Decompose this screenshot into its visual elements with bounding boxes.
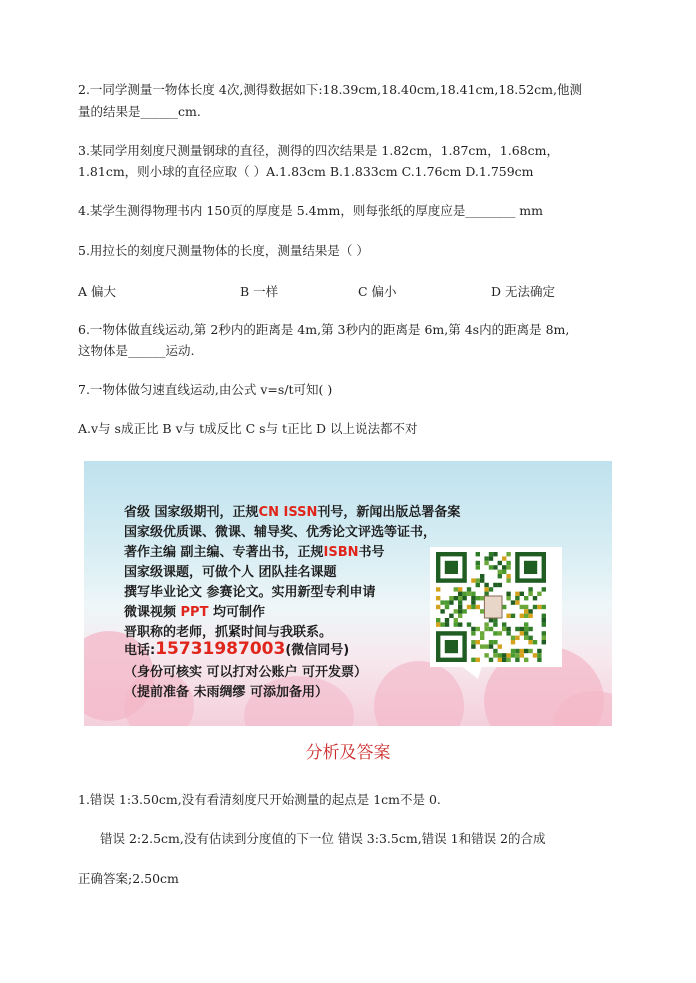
question-5-option-c: C 偏小 [358, 284, 397, 299]
qr-code-bubble [430, 547, 562, 667]
banner-phone-line: 电话:15731987003(微信同号) [124, 639, 350, 659]
question-5-option-d: D 无法确定 [491, 284, 555, 299]
answer-1-line-3: 正确答案;2.50cm [78, 871, 179, 886]
banner-line-2: 国家级优质课、微课、辅导奖、优秀论文评选等证书， [124, 525, 437, 540]
question-5-option-a: A 偏大 [78, 284, 117, 299]
banner-line-7: 晋职称的老师，抓紧时间与我联系。 [124, 625, 333, 640]
banner-line-5: 撰写毕业论文 参赛论文。实用新型专利申请 [124, 585, 376, 600]
bubble-tail [460, 665, 482, 679]
answers-heading: 分析及答案 [305, 743, 391, 763]
banner-line-6: 微课视频 PPT 均可制作 [124, 605, 265, 620]
banner-line-10: （提前准备 未雨绸缪 可添加备用） [124, 685, 329, 700]
answer-1-line-2: 错误 2:2.5cm,没有估读到分度值的下一位 错误 3:3.5cm,错误 1和错误 2的合成 [100, 831, 546, 846]
petal-decoration [374, 661, 464, 726]
answer-1-line-1: 1.错误 1:3.50cm,没有看清刻度尺开始测量的起点是 1cm不是 0. [78, 792, 441, 807]
question-4: 4.某学生测得物理书内 150页的厚度是 5.4mm，则每张纸的厚度应是________ mm [78, 203, 543, 218]
question-3-line-1: 3.某同学用刻度尺测量钢球的直径，测得的四次结果是 1.82cm，1.87cm，1.68cm， [78, 143, 559, 158]
banner-line-3: 著作主编 副主编、专著出书，正规ISBN书号 [124, 545, 385, 560]
question-6-line-1: 6.一物体做直线运动,第 2秒内的距离是 4m,第 3秒内的距离是 6m,第 4s内的距离是 8m, [78, 322, 570, 337]
question-2-line-1: 2.一同学测量一物体长度 4次,测得数据如下:18.39cm,18.40cm,18.41cm,18.52cm,他测 [78, 82, 582, 97]
phone-number: 15731987003 [155, 639, 286, 659]
advertisement-banner [84, 461, 612, 726]
qr-code-icon [436, 552, 556, 662]
question-2-line-2: 量的结果是______cm. [78, 104, 201, 119]
question-7-options: A.v与 s成正比 B v与 t成反比 C s与 t正比 D 以上说法都不对 [78, 421, 418, 436]
question-5-option-b: B 一样 [240, 284, 279, 299]
question-7: 7.一物体做匀速直线运动,由公式 v=s/t可知( ) [78, 382, 333, 397]
question-5: 5.用拉长的刻度尺测量物体的长度，测量结果是（ ） [78, 243, 369, 258]
banner-line-9: （身份可核实 可以打对公账户 可开发票） [124, 665, 368, 680]
banner-line-4: 国家级课题，可做个人 团队挂名课题 [124, 565, 337, 580]
question-3-line-2: 1.81cm，则小球的直径应取（ ）A.1.83cm B.1.833cm C.1.76cm D.1.759cm [78, 164, 534, 179]
question-6-line-2: 这物体是______运动. [78, 343, 195, 358]
banner-line-1: 省级 国家级期刊，正规CN ISSN刊号，新闻出版总署备案 [124, 505, 461, 520]
